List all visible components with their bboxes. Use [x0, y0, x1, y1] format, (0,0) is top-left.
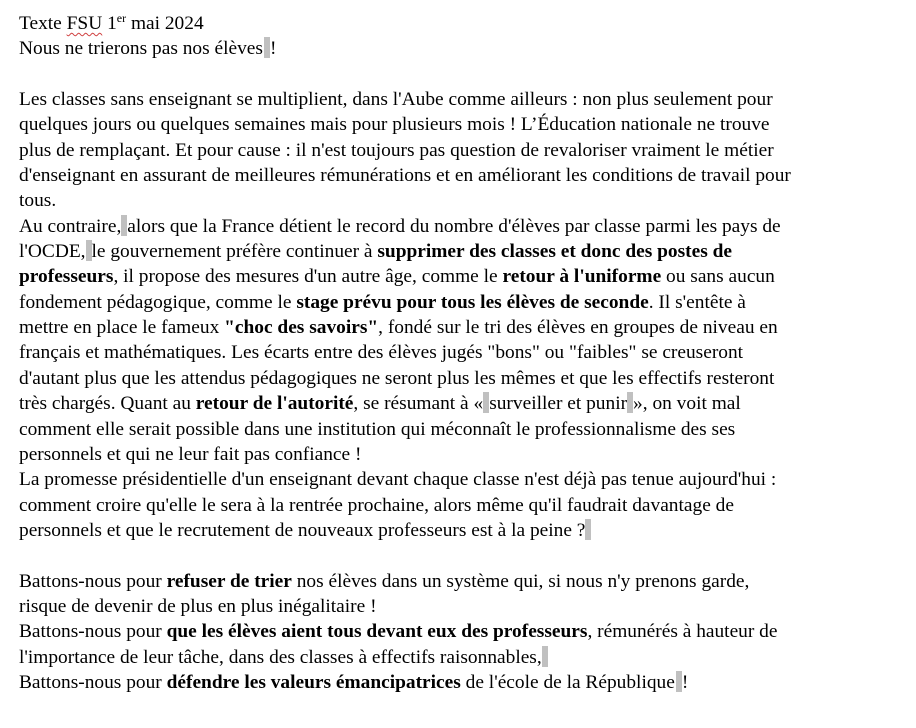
bold-text: défendre les valeurs émancipatrices: [166, 671, 461, 693]
bold-text: retour à l'uniforme: [502, 266, 662, 288]
text-run: fondement pédagogique, comme le: [19, 291, 297, 313]
text-run: surveiller et punir: [489, 393, 628, 415]
text-line: [19, 264, 909, 289]
text-run: , il propose des mesures d'un autre âge, comme le: [113, 266, 503, 288]
text-line: [19, 518, 909, 543]
text-line: La promesse présidentielle d'un enseignant devant chaque classe n'est déjà pas tenue aujourd'hui :: [19, 469, 777, 491]
nonbreaking-space-marker: [542, 646, 548, 667]
header-text: Texte: [19, 13, 67, 34]
bold-text: professeurs: [19, 266, 114, 288]
text-line: plus de remplaçant. Et pour cause : il n'est toujours pas question de revaloriser vraiment le métier: [19, 139, 774, 161]
text-line: quelques jours ou quelques semaines mais pour plusieurs mois ! L’Éducation nationale ne trouve: [19, 114, 770, 136]
text-line: [19, 239, 909, 264]
text-run: », on voit mal: [633, 393, 741, 415]
paragraph-4: [19, 569, 909, 696]
title-end: !: [269, 38, 277, 60]
text-run: Au contraire,: [19, 215, 122, 237]
text-line: [19, 645, 909, 670]
bold-text: supprimer des classes et donc des postes de: [377, 241, 732, 263]
text-run: nos élèves dans un système qui, si nous n'y prenons garde,: [291, 570, 750, 592]
text-line: [19, 214, 909, 239]
document-page[interactable]: [19, 11, 909, 695]
text-line: [19, 670, 909, 695]
text-run: , se résumant à «: [353, 393, 484, 415]
paragraph-2: [19, 214, 909, 467]
document-title: [19, 36, 909, 61]
text-line: comment croire qu'elle le sera à la rentrée prochaine, alors même qu'il faudrait davantage de: [19, 494, 734, 516]
title-text: Nous ne trierons pas nos élèves: [19, 38, 263, 60]
text-line: [19, 569, 909, 594]
text-run: Battons-nous pour: [19, 621, 167, 643]
text-line: d'enseignant en assurant de meilleures rémunérations et en améliorant les conditions de travail pour: [19, 165, 791, 187]
text-run: personnels et que le recrutement de nouveaux professeurs est à la peine ?: [19, 519, 586, 541]
text-run: alors que la France détient le record du nombre d'élèves par classe parmi les pays de: [127, 215, 781, 237]
empty-paragraph: [19, 62, 909, 87]
header-day: 1: [102, 13, 117, 34]
bold-text: refuser de trier: [166, 570, 292, 592]
text-line: [19, 315, 909, 340]
paragraph-3: [19, 467, 909, 543]
text-run: très chargés. Quant au: [19, 393, 196, 415]
text-line: [19, 391, 909, 416]
text-run: Battons-nous pour: [19, 570, 167, 592]
text-line: tous.: [19, 190, 57, 212]
text-line: [19, 290, 909, 315]
spellcheck-word[interactable]: FSU: [66, 13, 103, 34]
text-line: d'autant plus que les attendus pédagogiques ne seront plus les mêmes et que les effectifs resteront: [19, 367, 775, 389]
bold-text: stage prévu pour tous les élèves de seconde: [296, 291, 649, 313]
text-run: mettre en place le fameux: [19, 317, 225, 339]
text-run: le gouvernement préfère continuer à: [91, 241, 378, 263]
text-run: l'importance de leur tâche, dans des classes à effectifs raisonnables,: [19, 646, 542, 668]
bold-text: retour de l'autorité: [195, 393, 354, 415]
empty-paragraph: [19, 543, 909, 568]
text-run: !: [681, 671, 689, 693]
text-line: comment elle serait possible dans une institution qui méconnaît le professionnalisme des ses: [19, 418, 736, 440]
text-run: ou sans aucun: [661, 266, 775, 288]
text-line: Les classes sans enseignant se multiplient, dans l'Aube comme ailleurs : non plus seulement pour: [19, 89, 773, 111]
document-header: [19, 11, 909, 36]
text-run: l'OCDE,: [19, 241, 86, 263]
header-date: mai 2024: [126, 13, 204, 34]
text-run: , fondé sur le tri des élèves en groupes de niveau en: [378, 317, 778, 339]
text-line: personnels et qui ne leur fait pas confiance !: [19, 443, 362, 465]
header-superscript: er: [116, 11, 127, 25]
text-run: Battons-nous pour: [19, 671, 167, 693]
text-run: . Il s'entête à: [648, 291, 746, 313]
text-run: , rémunérés à hauteur de: [587, 621, 778, 643]
text-line: [19, 619, 909, 644]
bold-text: que les élèves aient tous devant eux des professeurs: [166, 621, 588, 643]
text-line: français et mathématiques. Les écarts entre des élèves jugés "bons" ou "faibles" se creuseront: [19, 342, 744, 364]
paragraph-1: [19, 87, 909, 214]
nonbreaking-space-marker: [585, 519, 591, 540]
bold-text: "choc des savoirs": [224, 317, 379, 339]
text-line: risque de devenir de plus en plus inégalitaire !: [19, 595, 377, 617]
text-run: de l'école de la République: [460, 671, 675, 693]
